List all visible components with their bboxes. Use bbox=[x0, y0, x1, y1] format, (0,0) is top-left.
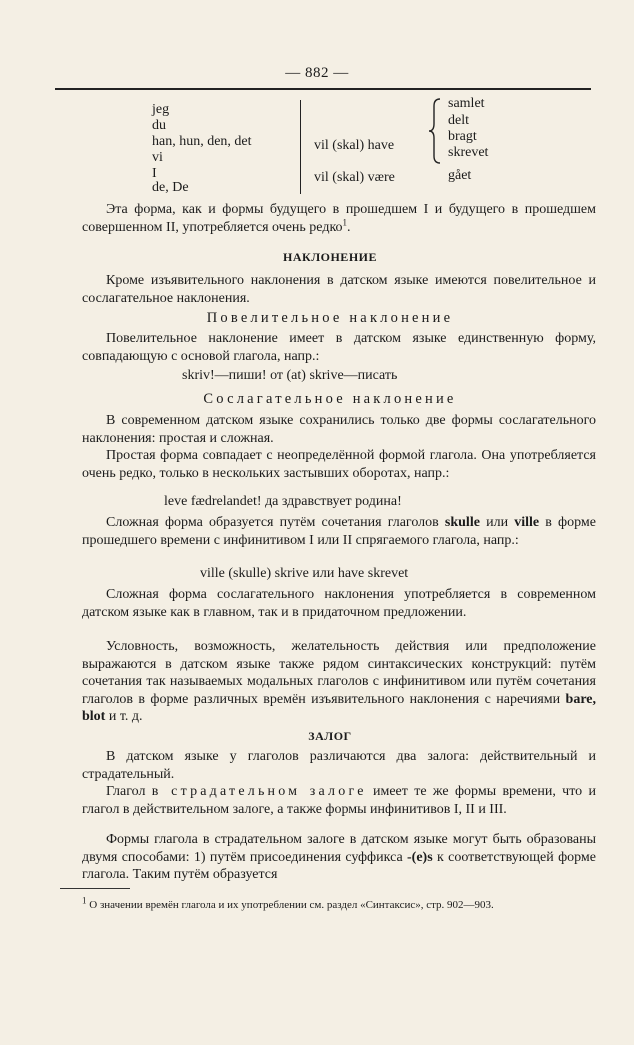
table-brace-line bbox=[300, 100, 301, 194]
subjunctive-paragraph-5: Условность, возможность, желательность действия или предположение выражаются в датском языке также рядом синтаксических конструкций: путём сочетания так называемых модальных глаголов с инфинитивом или путём сочетания глаголов в форме различных времён изъявительного наклонения с наречиями bare, blot и т. д. bbox=[82, 639, 596, 724]
pronoun: I bbox=[152, 166, 157, 181]
section-heading-mood: НАКЛОНЕНИЕ bbox=[283, 250, 377, 264]
pronoun: han, hun, den, det bbox=[152, 134, 252, 149]
footnote-rule bbox=[60, 888, 130, 889]
pronoun: vi bbox=[152, 150, 163, 165]
pronoun: du bbox=[152, 118, 166, 133]
auxiliary-vaere: vil (skal) være bbox=[314, 170, 395, 185]
footnote-mark: 1 bbox=[82, 895, 87, 906]
subjunctive-paragraph-4: Сложная форма сослагательного наклонения употребляется в современном датском языке как в главном, так и в придаточном предложении. bbox=[82, 587, 596, 620]
footnote-reference: 1 bbox=[342, 216, 348, 227]
subjunctive-example-1: leve fædrelandet! да здравствует родина! bbox=[164, 494, 402, 509]
voice-paragraph-2: Глагол в страдательном залоге имеет те же формы времени, что и глагол в действительном залоге, а также формы инфинитивов I, II и III. bbox=[82, 784, 597, 817]
subjunctive-paragraph-3: Сложная форма образуется путём сочетания глаголов skulle или ville в форме прошедшего времени с инфинитивом I или II спрягаемого глагола, напр.: bbox=[82, 515, 596, 548]
header-rule bbox=[55, 88, 591, 90]
participle-brace bbox=[428, 98, 442, 164]
voice-paragraph-3: Формы глагола в страдательном залоге в датском языке могут быть образованы двумя способами: 1) путём присоединения суффикса -(e)s к соответствующей форме глагола. Таким путём образуется bbox=[82, 832, 596, 882]
subheading-subjunctive: Сослагательное наклонение bbox=[203, 391, 457, 407]
subheading-imperative: Повелительное наклонение bbox=[206, 310, 454, 326]
participle: skrevet bbox=[448, 145, 489, 160]
participle: gået bbox=[448, 168, 472, 183]
participle: delt bbox=[448, 113, 469, 128]
subjunctive-paragraph-1: В современном датском языке сохранились только две формы сослагательного наклонения: простая и сложная. bbox=[82, 413, 596, 446]
voice-paragraph-1: В датском языке у глаголов различаются два залога: действительный и страдательный. bbox=[82, 749, 596, 782]
intro-paragraph: Эта форма, как и формы будущего в прошедшем I и будущего в прошедшем совершенном II, употребляется очень редко$^1$. bbox=[82, 202, 596, 235]
conjugation-table bbox=[0, 96, 634, 206]
page-number: — 882 — bbox=[285, 65, 349, 81]
subjunctive-paragraph-2: Простая форма совпадает с неопределённой формой глагола. Она употребляется очень редко, только в нескольких застывших оборотах, напр.: bbox=[82, 448, 596, 481]
participle: bragt bbox=[448, 129, 477, 144]
auxiliary-have: vil (skal) have bbox=[314, 138, 395, 153]
imperative-paragraph: Повелительное наклонение имеет в датском языке единственную форму, совпадающую с основой глагола, напр.: bbox=[82, 331, 596, 364]
section-heading-voice: ЗАЛОГ bbox=[308, 729, 352, 743]
subjunctive-example-2: ville (skulle) skrive или have skrevet bbox=[200, 566, 409, 581]
pronoun: de, De bbox=[152, 180, 189, 195]
participle: samlet bbox=[448, 96, 485, 111]
footnote: $^1$ О значении времён глагола и их употреблении см. раздел «Синтаксис», стр. 902—903. bbox=[82, 895, 494, 911]
pronoun: jeg bbox=[152, 102, 170, 117]
mood-paragraph: Кроме изъявительного наклонения в датском языке имеются повелительное и сослагательное наклонения. bbox=[82, 273, 596, 306]
imperative-example: skriv!—пиши! от (at) skrive—писать bbox=[182, 368, 398, 383]
